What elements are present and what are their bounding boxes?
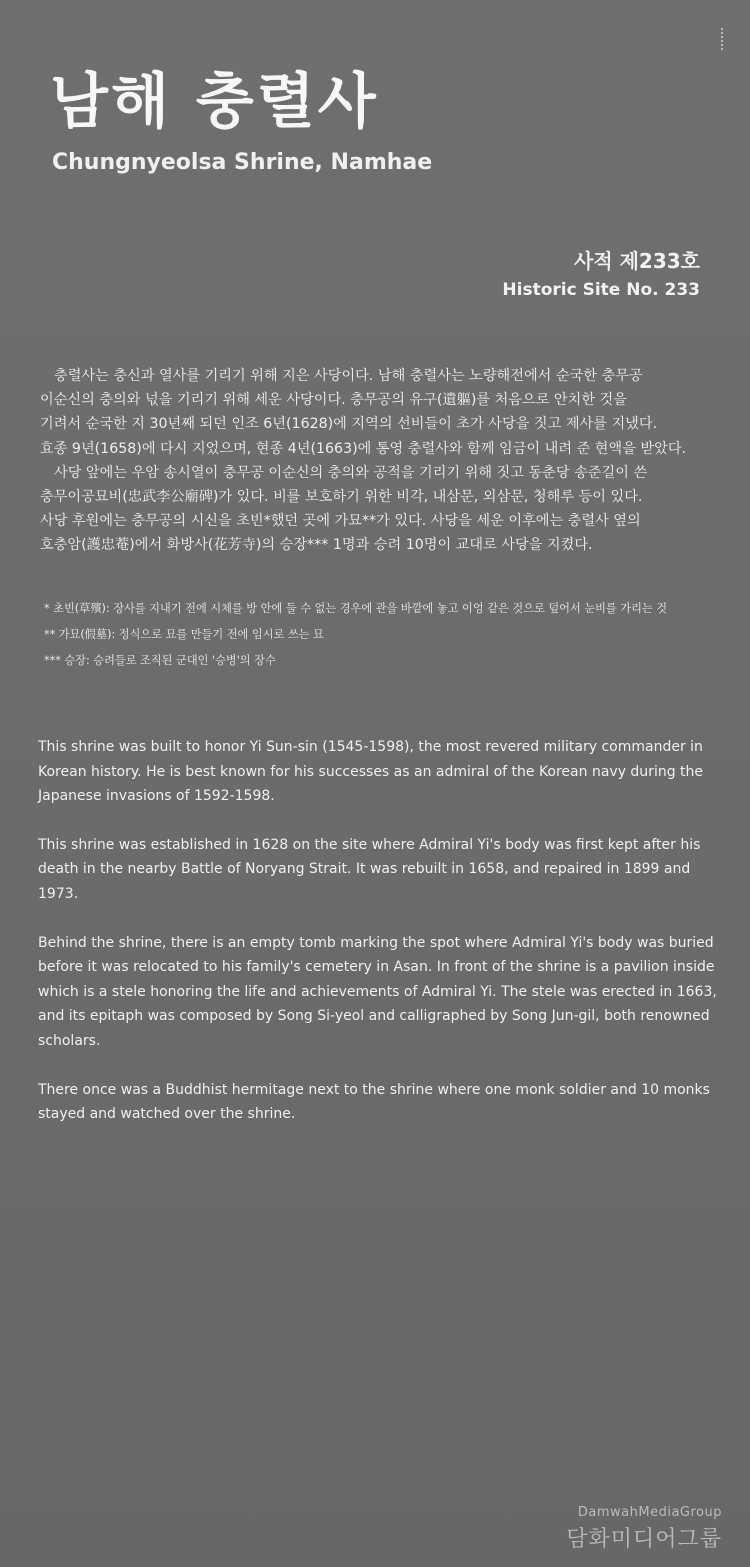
korean-description	[40, 364, 712, 558]
site-number-korean: 사적 제233호	[574, 249, 700, 273]
footnote: ** 가묘(假墓): 정식으로 묘를 만들기 전에 임시로 쓰는 묘	[44, 628, 324, 641]
footnote: * 초빈(草殯): 장사를 지내기 전에 시체를 방 안에 둘 수 없는 경우에 관을 바깥에 놓고 이엉 같은 것으로 덮어서 눈비를 가리는 것	[44, 602, 668, 615]
english-paragraph: This shrine was built to honor Yi Sun-sin (1545-1598), the most revered military commander in Korean history. He is best known for his successes as an admiral of the Korean navy during the Japanese invasions of 1592-1598.	[38, 739, 704, 805]
english-description	[38, 735, 718, 1151]
korean-line: 효종 9년(1658)에 다시 지었으며, 현종 4년(1663)에 통영 충렬사와 함께 임금이 내려 준 현액을 받았다.	[40, 440, 687, 457]
footnote: *** 승장: 승려들로 조직된 군대인 '승병'의 장수	[44, 654, 276, 667]
footnotes	[44, 596, 714, 674]
korean-line: 호충암(護忠菴)에서 화방사(花芳寺)의 승장*** 1명과 승려 10명이 교대로 사당을 지켰다.	[40, 537, 593, 554]
korean-line: 사당 후원에는 충무공의 시신을 초빈*했던 곳에 가묘**가 있다. 사당을 세운 이후에는 충렬사 옆의	[40, 513, 641, 530]
watermark	[566, 1505, 722, 1553]
korean-line: 이순신의 충의와 넋을 기리기 위해 세운 사당이다. 충무공의 유구(遺軀)를 처음으로 안치한 것을	[40, 392, 627, 409]
english-paragraph: This shrine was established in 1628 on the site where Admiral Yi's body was first kept after his death in the nearby Battle of Noryang Strait. It was rebuilt in 1658, and repaired in 1899 and 1973.	[38, 836, 701, 902]
site-number-english: Historic Site No. 233	[502, 280, 700, 300]
english-paragraph: Behind the shrine, there is an empty tomb marking the spot where Admiral Yi's body was buried before it was relocated to his family's cemetery in Asan. In front of the shrine is a pavilion inside which is a stele honoring the life and achievements of Admiral Yi. The stele was erected in 1663, and its epitaph was composed by Song Si-yeol and calligraphed by Song Jun-gil, both renowned scholars.	[38, 934, 717, 1049]
watermark-english: DamwahMediaGroup	[577, 1505, 722, 1520]
plaque-mark	[721, 28, 726, 50]
plaque-title-korean: 남해 충렬사	[50, 67, 379, 137]
korean-line: 충무이공묘비(忠武李公廟碑)가 있다. 비를 보호하기 위한 비각, 내삼문, 외삼문, 청해루 등이 있다.	[40, 489, 643, 506]
historic-site-number	[502, 245, 700, 300]
korean-line: 사당 앞에는 우암 송시열이 충무공 이순신의 충의와 공적을 기리기 위해 짓고 동춘당 송준길이 쓴	[54, 464, 648, 481]
watermark-korean: 담화미디어그룹	[566, 1527, 722, 1552]
korean-line: 충렬사는 충신과 열사를 기리기 위해 지은 사당이다. 남해 충렬사는 노량해전에서 순국한 충무공	[54, 368, 643, 384]
plaque-title-english: Chungnyeolsa Shrine, Namhae	[52, 150, 433, 175]
korean-line: 기려서 순국한 지 30년째 되던 인조 6년(1628)에 지역의 선비들이 초가 사당을 짓고 제사를 지냈다.	[40, 416, 658, 433]
english-paragraph: There once was a Buddhist hermitage next to the shrine where one monk soldier and 10 monks stayed and watched over the shrine.	[38, 1081, 710, 1123]
